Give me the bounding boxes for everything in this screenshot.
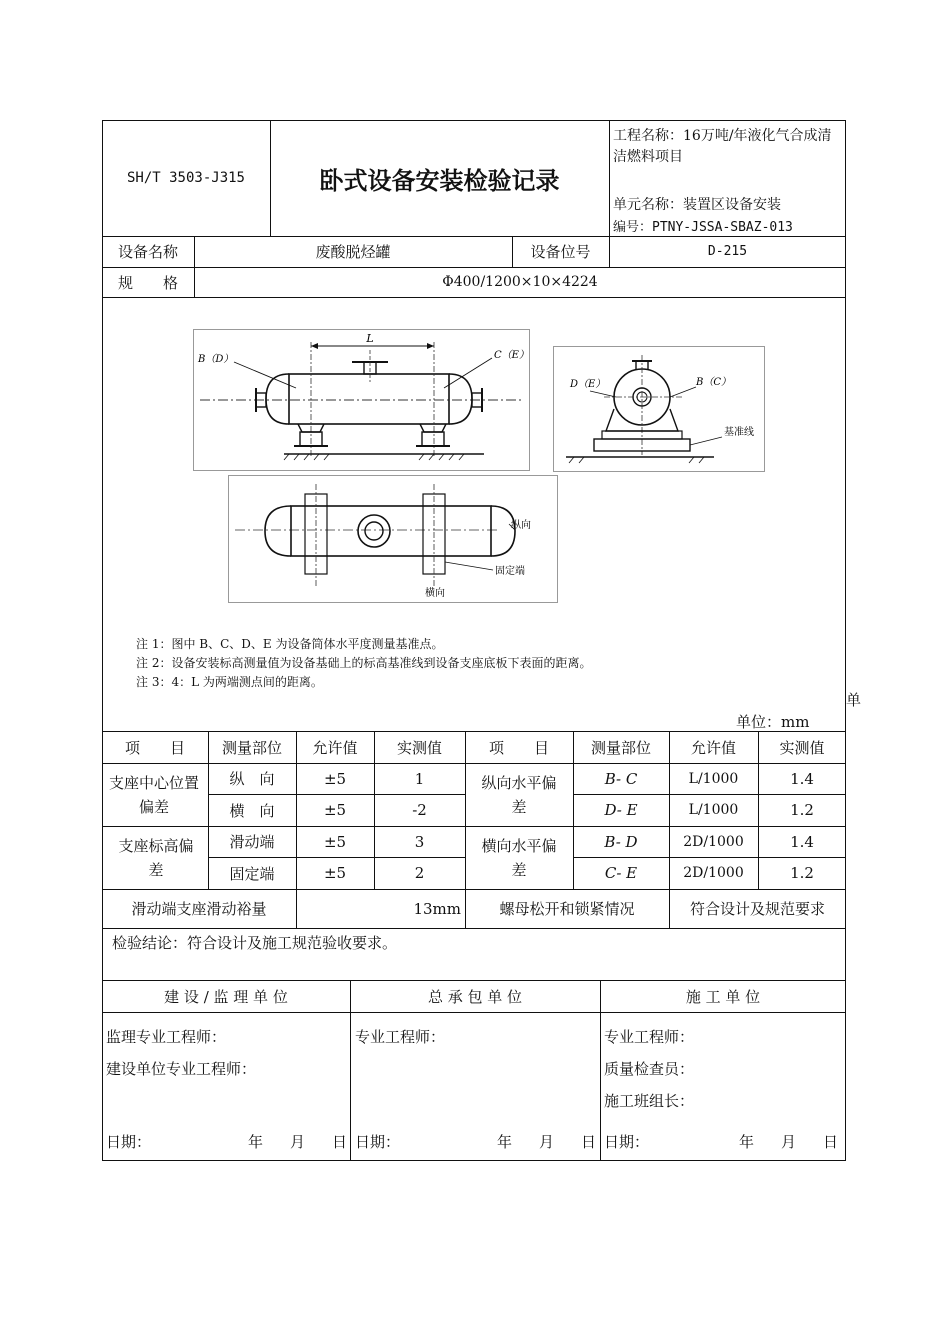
vessel-end-view-drawing bbox=[554, 347, 766, 473]
date-day-2: 日 bbox=[581, 1133, 597, 1151]
equipment-name-label: 设备名称 bbox=[117, 243, 178, 261]
th-item-left: 项 目 bbox=[124, 738, 185, 757]
date-day-3: 日 bbox=[823, 1133, 839, 1151]
end-view-figure bbox=[553, 346, 765, 472]
g1-r2-allowed: ±5 bbox=[323, 801, 347, 819]
side-view-figure bbox=[193, 329, 530, 471]
date-day-1: 日 bbox=[332, 1133, 348, 1151]
vessel-top-view-drawing bbox=[229, 476, 559, 604]
label-bd: B（D） bbox=[198, 354, 234, 365]
sig-col1-title: 建 设 / 监 理 单 位 bbox=[164, 987, 288, 1006]
slide-allowance-label: 滑动端支座滑动裕量 bbox=[131, 900, 267, 918]
sig-construction-engineer: 专业工程师： bbox=[604, 1028, 695, 1046]
label-de: D（E） bbox=[570, 379, 606, 390]
g2-r2-allowed: ±5 bbox=[323, 864, 347, 882]
g1-r2-part: 横 向 bbox=[229, 801, 275, 820]
equipment-name-value: 废酸脱烃罐 bbox=[315, 243, 391, 261]
label-bc: B（C） bbox=[696, 377, 731, 388]
date-label-1: 日期： bbox=[106, 1133, 152, 1151]
note-3: 注 3：4：L 为两端测点间的距离。 bbox=[136, 675, 323, 689]
inspection-conclusion: 检验结论：符合设计及施工规范验收要求。 bbox=[112, 934, 398, 952]
item-longitudinal-level-deviation: 纵向水平偏 差 bbox=[481, 773, 587, 816]
label-longitudinal: 纵向 bbox=[511, 520, 531, 531]
g4-r1-measured: 1.4 bbox=[790, 832, 814, 851]
date-month-2: 月 bbox=[539, 1133, 555, 1151]
equipment-position-value: D-215 bbox=[707, 244, 748, 259]
g4-r2-allowed: 2D/1000 bbox=[683, 865, 744, 881]
note-2: 注 2：设备安装标高测量值为设备基础上的标高基准线到设备支座底板下表面的距离。 bbox=[136, 656, 592, 670]
sig-contractor-engineer: 专业工程师： bbox=[355, 1028, 446, 1046]
g3-r2-allowed: L/1000 bbox=[688, 802, 739, 818]
g4-r1-part: B- D bbox=[604, 832, 638, 851]
date-label-3: 日期： bbox=[604, 1133, 650, 1151]
sig-owner-engineer: 建设单位专业工程师： bbox=[106, 1060, 257, 1078]
g2-r2-measured: 2 bbox=[414, 864, 425, 882]
g3-r2-part: D- E bbox=[604, 801, 638, 819]
g2-r1-allowed: ±5 bbox=[323, 832, 347, 851]
g1-r2-measured: -2 bbox=[412, 801, 427, 819]
g1-r1-allowed: ±5 bbox=[323, 769, 347, 788]
date-month-3: 月 bbox=[781, 1133, 797, 1151]
vessel-side-view-drawing bbox=[194, 330, 531, 472]
date-year-3: 年 bbox=[739, 1133, 755, 1151]
date-month-1: 月 bbox=[290, 1133, 306, 1151]
nut-status-value: 符合设计及规范要求 bbox=[689, 900, 825, 918]
sig-supervision-engineer: 监理专业工程师： bbox=[106, 1028, 227, 1046]
sig-quality-inspector: 质量检查员： bbox=[604, 1060, 695, 1078]
label-fixed-end: 固定端 bbox=[495, 566, 525, 577]
nut-status-label: 螺母松开和锁紧情况 bbox=[499, 900, 635, 918]
date-year-1: 年 bbox=[248, 1133, 264, 1151]
date-year-2: 年 bbox=[497, 1133, 513, 1151]
label-ce: C（E） bbox=[494, 350, 529, 361]
g4-r2-measured: 1.2 bbox=[790, 864, 814, 882]
unit-label: 单位：mm bbox=[736, 713, 810, 731]
th-part-right: 测量部位 bbox=[590, 738, 651, 757]
th-item-right: 项 目 bbox=[488, 738, 549, 757]
th-allowed-right: 允许值 bbox=[690, 738, 736, 757]
g1-r1-measured: 1 bbox=[414, 769, 425, 788]
slide-allowance-value: 13mm bbox=[413, 899, 461, 918]
g2-r1-measured: 3 bbox=[414, 832, 425, 851]
label-transverse: 横向 bbox=[425, 588, 445, 599]
item-support-elevation-deviation: 支座标高偏 差 bbox=[118, 836, 224, 879]
project-name: 工程名称：16万吨/年液化气合成清洁燃料项目 bbox=[613, 128, 832, 165]
date-label-2: 日期： bbox=[355, 1133, 401, 1151]
unit-name: 单元名称：装置区设备安装 bbox=[613, 197, 781, 213]
th-measured-right: 实测值 bbox=[779, 738, 825, 757]
sig-col3-title: 施 工 单 位 bbox=[685, 987, 761, 1006]
th-part-left: 测量部位 bbox=[221, 738, 282, 757]
stray-unit-char: 单 bbox=[846, 691, 862, 709]
g3-r1-allowed: L/1000 bbox=[688, 770, 739, 787]
sig-col2-title: 总 承 包 单 位 bbox=[427, 987, 523, 1006]
g4-r2-part: C- E bbox=[604, 864, 638, 882]
g1-r1-part: 纵 向 bbox=[229, 770, 275, 788]
g2-r2-part: 固定端 bbox=[229, 864, 275, 883]
g3-r1-measured: 1.4 bbox=[790, 769, 814, 788]
form-title: 卧式设备安装检验记录 bbox=[319, 166, 560, 195]
top-view-figure bbox=[228, 475, 558, 603]
item-support-center-deviation: 支座中心位置偏差 bbox=[108, 773, 199, 816]
g3-r2-measured: 1.2 bbox=[790, 801, 814, 819]
g2-r1-part: 滑动端 bbox=[229, 833, 275, 851]
note-1: 注 1：图中 B、C、D、E 为设备筒体水平度测量基准点。 bbox=[136, 637, 444, 651]
g4-r1-allowed: 2D/1000 bbox=[683, 833, 744, 850]
th-measured-left: 实测值 bbox=[396, 738, 442, 757]
document-number: 编号：PTNY-JSSA-SBAZ-013 bbox=[613, 220, 793, 235]
standard-code: SH/T 3503-J315 bbox=[126, 170, 245, 186]
dim-L: L bbox=[366, 332, 374, 345]
label-baseline: 基准线 bbox=[724, 427, 754, 438]
equipment-position-label: 设备位号 bbox=[530, 243, 591, 261]
g3-r1-part: B- C bbox=[604, 769, 638, 788]
th-allowed-left: 允许值 bbox=[312, 738, 358, 757]
spec-label: 规 格 bbox=[117, 273, 178, 292]
sig-team-leader: 施工班组长： bbox=[604, 1092, 695, 1110]
item-transverse-level-deviation: 横向水平偏 差 bbox=[481, 836, 587, 879]
spec-value: Φ400/1200×10×4224 bbox=[442, 274, 598, 290]
